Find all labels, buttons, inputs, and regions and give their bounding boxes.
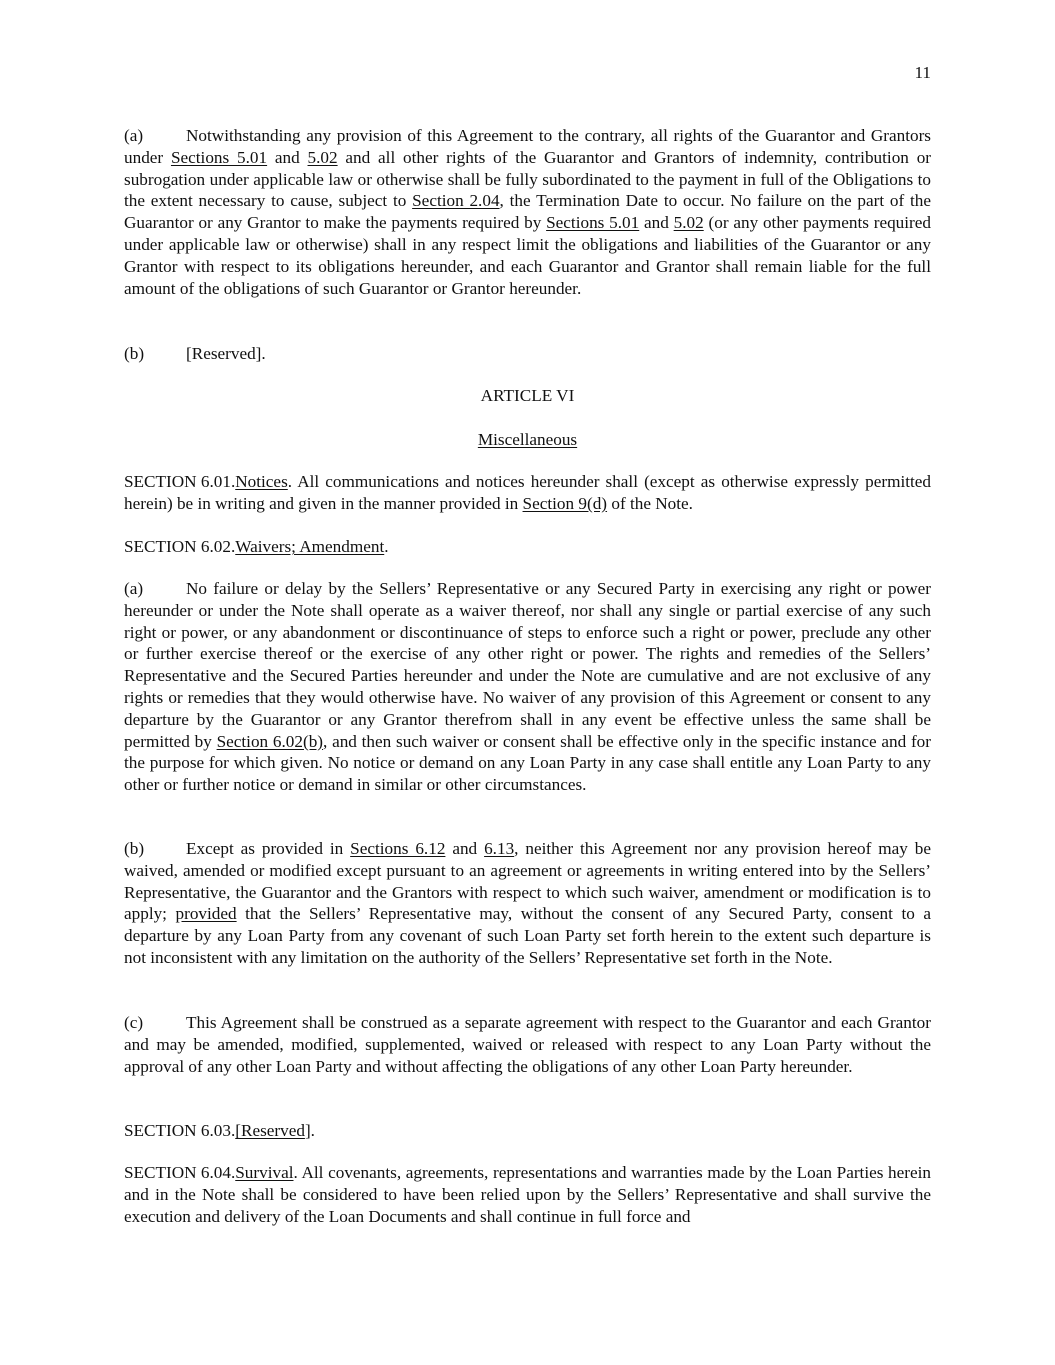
paragraph-marker: (b)	[124, 344, 145, 363]
section-6-04-survival: SECTION 6.04.Survival. All covenants, agreements, representations and warranties made by the Loan Parties herein and in the Note shall be considered to have been relied upon by the Sellers’ Representative and shall survive the execution and delivery of the Loan Documents and shall continue in full force and	[124, 1163, 931, 1226]
paragraph-marker: (b)	[124, 839, 145, 858]
paragraph-marker: (a)	[124, 126, 144, 145]
section-6-02-waivers: SECTION 6.02.Waivers; Amendment.	[124, 537, 389, 556]
paragraph-b-amendment: (b) Except as provided in Sections 6.12 and 6.13, neither this Agreement nor any provision hereof may be waived, amended or modified except pursuant to an agreement or agreements in writing entered into by the Sellers’ Representative, the Guarantor and the Grantors with respect to which such waiver, amendment or modification is to apply; provided that the Sellers’ Representative may, without the consent of any Secured Party, consent to a departure by any Loan Party from any covenant of such Loan Party set forth herein to the extent such departure is not inconsistent with any limitation on the authority of the Sellers’ Representative set forth in the Note.	[124, 839, 932, 967]
paragraph-c-separate-agreement: (c) This Agreement shall be construed as a separate agreement with respect to the Guarantor and each Grantor and may be amended, modified, supplemented, waived or released with respect to any Loan Party without the approval of any other Loan Party and without affecting the obligations of any other Loan Party hereunder.	[124, 1013, 931, 1076]
section-title: [Reserved	[235, 1121, 305, 1140]
section-reference: Sections 5.01	[546, 213, 640, 233]
section-label: SECTION 6.04.	[124, 1163, 236, 1182]
article-heading: ARTICLE VI	[480, 386, 575, 405]
section-reference: Sections 6.12	[350, 839, 446, 858]
paragraph-a-no-waiver: (a) No failure or delay by the Sellers’ Representative or any Secured Party in exercising any right or power hereunder or under the Note shall operate as a waiver thereof, nor shall any single or partial exercise of any such right or power, or any abandonment or discontinuance of steps to enforce such a right or power, preclude any other or further exercise thereof or the exercise of any other right or power. The rights and remedies of the Sellers’ Representative and the Secured Parties hereunder and under the Note are cumulative and are not exclusive of any rights or remedies that they would otherwise have. No waiver of any provision of this Agreement or consent to any departure by the Guarantor or any Grantor therefrom shall in any event be effective unless the same shall be permitted by Section 6.02(b), and then such waiver or consent shall be effective only in the specific instance and for the purpose for which given. No notice or demand on any Loan Party in any case shall entitle any Loan Party to any other or further notice or demand in similar or other circumstances.	[124, 579, 931, 795]
paragraph-a-subordination: (a) Notwithstanding any provision of this Agreement to the contrary, all rights of the Guarantor and Grantors under Sections 5.01 and 5.02 and all other rights of the Guarantor and Grantors of indemnity, contribution or subrogation under applicable law or otherwise shall be fully subordinated to the payment in full of the Obligations to the extent necessary to cause, subject to Section 2.04, the Termination Date to occur. No failure on the part of the Guarantor or any Grantor to make the payments required by Sections 5.01 and 5.02 (or any other payments required under applicable law or otherwise) shall in any respect limit the obligations and liabilities of the Guarantor or any Grantor with respect to its obligations hereunder, and each Guarantor and Grantor shall remain liable for the full amount of the obligations of such Guarantor or Grantor hereunder.	[124, 126, 932, 298]
section-reference: Section 6.02(b)	[216, 731, 324, 751]
article-title: Miscellaneous	[477, 430, 578, 449]
section-title: Notices	[235, 472, 288, 491]
section-title: Waivers; Amendment	[235, 537, 385, 556]
section-label: SECTION 6.02.	[124, 537, 236, 556]
section-6-01-notices: SECTION 6.01.Notices. All communications and notices hereunder shall (except as otherwise expressly permitted herein) be in writing and given in the manner provided in Section 9(d) of the Note.	[124, 472, 931, 513]
section-label: SECTION 6.03.	[124, 1121, 236, 1140]
section-label: SECTION 6.01.	[124, 472, 236, 491]
section-reference: 5.02	[673, 213, 704, 233]
section-title: Survival	[235, 1163, 294, 1182]
section-reference: Section 2.04	[412, 191, 500, 211]
page-number: 11	[914, 63, 931, 82]
section-reference: 5.02	[307, 147, 338, 167]
paragraph-marker: (a)	[124, 579, 144, 598]
paragraph-b-reserved: (b) [Reserved].	[124, 344, 266, 363]
section-reference: Sections 5.01	[170, 147, 268, 167]
section-reference: Section 9(d)	[522, 493, 608, 513]
provided-term: provided	[175, 904, 237, 924]
section-reference: 6.13	[484, 839, 515, 858]
section-6-03-reserved: SECTION 6.03.[Reserved].	[124, 1121, 315, 1140]
paragraph-marker: (c)	[124, 1013, 144, 1032]
